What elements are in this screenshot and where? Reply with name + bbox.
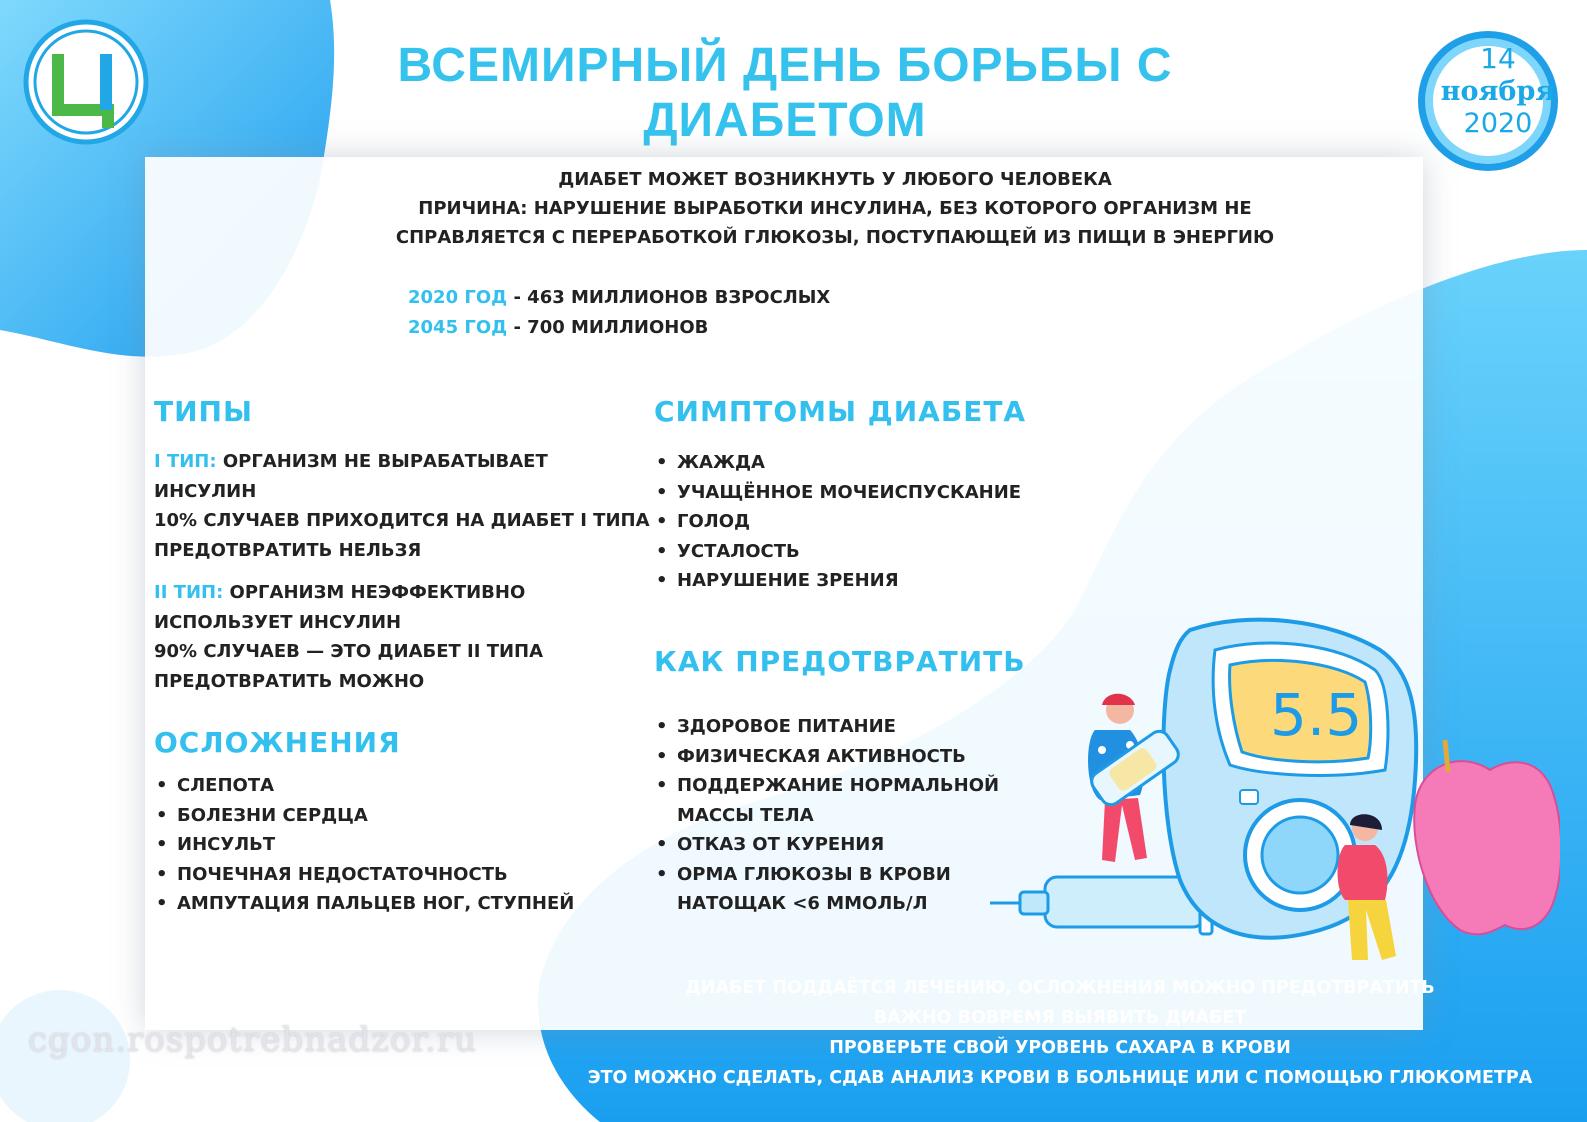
apple-icon — [1414, 740, 1560, 934]
list-item: • НАРУШЕНИЕ ЗРЕНИЯ — [654, 566, 1074, 596]
type1-line-2: ИНСУЛИН — [154, 480, 257, 502]
list-item: • УСТАЛОСТЬ — [654, 537, 1074, 567]
list-item: • ПОДДЕРЖАНИЕ НОРМАЛЬНОЙ МАССЫ ТЕЛА — [654, 771, 1009, 830]
list-item: • ПОЧЕЧНАЯ НЕДОСТАТОЧНОСТЬ — [154, 860, 634, 890]
stat-2020 — [408, 283, 830, 313]
page-title: ВСЕМИРНЫЙ ДЕНЬ БОРЬБЫ С ДИАБЕТОМ — [397, 39, 1173, 147]
bottom-message — [560, 973, 1560, 1093]
symptoms-list — [654, 448, 1074, 596]
glucometer-reading: 5.5 — [1270, 681, 1363, 749]
intro-line-2: ПРИЧИНА: НАРУШЕНИЕ ВЫРАБОТКИ ИНСУЛИНА, БЕЗ КОТОРОГО ОРГАНИЗМ НЕ — [418, 198, 1252, 219]
symptoms-heading: СИМПТОМЫ ДИАБЕТА — [654, 395, 1027, 428]
list-item: • ГОЛОД — [654, 507, 1074, 537]
list-item: • ИНСУЛЬТ — [154, 830, 634, 860]
stat-text: - 463 МИЛЛИОНОВ ВЗРОСЛЫХ — [507, 287, 831, 308]
stat-year: 2045 ГОД — [408, 317, 508, 338]
intro — [300, 165, 1370, 252]
type1-line-1: ОРГАНИЗМ НЕ ВЫРАБАТЫВАЕТ — [216, 451, 548, 472]
type1-label: I ТИП: — [154, 451, 217, 472]
type2-line-2: ИСПОЛЬЗУЕТ ИНСУЛИН — [154, 611, 402, 633]
logo — [22, 18, 150, 146]
list-item: • УЧАЩЁННОЕ МОЧЕИСПУСКАНИЕ — [654, 478, 1074, 508]
prevention-heading: КАК ПРЕДОТВРАТИТЬ — [654, 645, 1026, 678]
list-item: • ОТКАЗ ОТ КУРЕНИЯ — [654, 830, 1009, 860]
stat-2045 — [408, 313, 830, 343]
list-item: • АМПУТАЦИЯ ПАЛЬЦЕВ НОГ, СТУПНЕЙ — [154, 889, 634, 919]
type2-line-3: 90% СЛУЧАЕВ — ЭТО ДИАБЕТ II ТИПА — [154, 641, 544, 662]
list-item: • ЗДОРОВОЕ ПИТАНИЕ — [654, 712, 1009, 742]
type2-label: II ТИП: — [154, 582, 224, 603]
stats — [408, 283, 830, 343]
type2-line-1: ОРГАНИЗМ НЕЭФФЕКТИВНО — [223, 582, 526, 603]
type1-line-4: ПРЕДОТВРАТИТЬ НЕЛЬЗЯ — [154, 539, 422, 561]
type2-line-4: ПРЕДОТВРАТИТЬ МОЖНО — [154, 670, 425, 692]
date-day: 14 — [1480, 42, 1516, 75]
stat-year: 2020 ГОД — [408, 287, 508, 308]
complications-heading: ОСЛОЖНЕНИЯ — [154, 726, 401, 759]
prevention-list — [654, 712, 1009, 919]
bottom-line-4: ЭТО МОЖНО СДЕЛАТЬ, СДАВ АНАЛИЗ КРОВИ В БОЛЬНИЦЕ ИЛИ С ПОМОЩЬЮ ГЛЮКОМЕТРА — [587, 1068, 1533, 1088]
watermark: cgon.rospotrebnadzor.ru — [28, 1020, 477, 1060]
list-item: • ЖАЖДА — [654, 448, 1074, 478]
date-month: ноября — [1440, 76, 1556, 107]
complications-list — [154, 771, 634, 919]
bottom-line-2: ВАЖНО ВОВРЕМЯ ВЫЯВИТЬ ДИАБЕТ — [873, 1008, 1247, 1028]
list-item: • ФИЗИЧЕСКАЯ АКТИВНОСТЬ — [654, 742, 1009, 772]
type1-line-3: 10% СЛУЧАЕВ ПРИХОДИТСЯ НА ДИАБЕТ I ТИПА — [154, 510, 650, 531]
type2-block — [154, 578, 654, 696]
bottom-line-3: ПРОВЕРЬТЕ СВОЙ УРОВЕНЬ САХАРА В КРОВИ — [829, 1038, 1291, 1058]
list-item: • ОРМА ГЛЮКОЗЫ В КРОВИ НАТОЩАК <6 ММОЛЬ/Л — [654, 860, 1009, 919]
list-item: • БОЛЕЗНИ СЕРДЦА — [154, 801, 634, 831]
intro-line-3: СПРАВЛЯЕТСЯ С ПЕРЕРАБОТКОЙ ГЛЮКОЗЫ, ПОСТУПАЮЩЕЙ ИЗ ПИЩИ В ЭНЕРГИЮ — [395, 227, 1275, 248]
stat-text: - 700 МИЛЛИОНОВ — [507, 317, 709, 338]
types-heading: ТИПЫ — [154, 395, 253, 428]
type1-block — [154, 447, 654, 565]
list-item: • СЛЕПОТА — [154, 771, 634, 801]
glucometer-illustration — [990, 590, 1560, 970]
intro-line-1: ДИАБЕТ МОЖЕТ ВОЗНИКНУТЬ У ЛЮБОГО ЧЕЛОВЕКА — [558, 169, 1112, 190]
bottom-line-1: ДИАБЕТ ПОДДАЁТСЯ ЛЕЧЕНИЮ, ОСЛОЖНЕНИЯ МОЖНО ПРЕДОТВРАТИТЬ — [685, 978, 1435, 998]
date-year: 2020 — [1463, 108, 1533, 139]
